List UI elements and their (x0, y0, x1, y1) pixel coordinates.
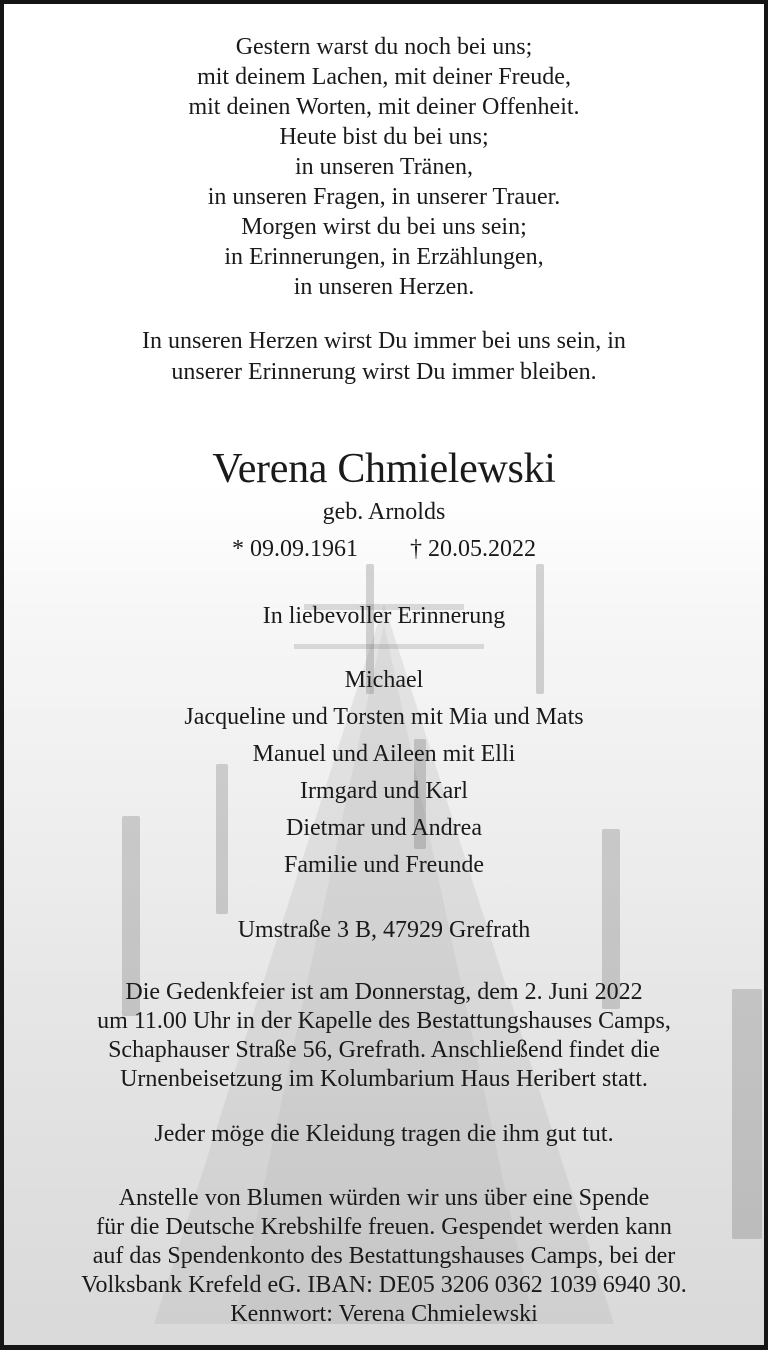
memory-line: In liebevoller Erinnerung (262, 603, 506, 629)
poem-line: Gestern warst du noch bei uns; (235, 34, 533, 60)
donation-line: Anstelle von Blumen würden wir uns über eine Spende (118, 1185, 650, 1211)
memorial-service-info (8, 978, 760, 1094)
mourners-list (8, 662, 760, 884)
poem-line: mit deinem Lachen, mit deiner Freude, (197, 64, 571, 90)
maiden-name: geb. Arnolds (322, 499, 446, 525)
mourner: Jacqueline und Torsten mit Mia und Mats (184, 704, 584, 730)
poem (8, 32, 760, 302)
jetty-rail (294, 644, 484, 649)
family-address: Umstraße 3 B, 47929 Grefrath (237, 917, 531, 943)
mourner: Familie und Freunde (284, 852, 484, 878)
mourner: Dietmar und Andrea (286, 815, 482, 841)
donation-keyword: Kennwort: Verena Chmielewski (230, 1301, 538, 1327)
service-line: um 11.00 Uhr in der Kapelle des Bestattungshauses Camps, (97, 1008, 671, 1034)
poem-line: Heute bist du bei uns; (279, 124, 489, 150)
life-dates (8, 535, 760, 563)
mourner: Manuel und Aileen mit Elli (252, 741, 516, 767)
poem-line: in unseren Herzen. (293, 274, 475, 300)
mourner: Michael (344, 667, 424, 693)
dress-note: Jeder möge die Kleidung tragen die ihm gut tut. (154, 1121, 614, 1147)
poem-line: in Erinnerungen, in Erzählungen, (224, 244, 544, 270)
death-date: † 20.05.2022 (410, 536, 536, 562)
birth-date: * 09.09.1961 (232, 536, 358, 562)
poem-line: Morgen wirst du bei uns sein; (241, 214, 527, 240)
donation-line: auf das Spendenkonto des Bestattungshauses Camps, bei der (92, 1243, 676, 1269)
mourner: Irmgard und Karl (300, 778, 468, 804)
poem-line: mit deinen Worten, mit deiner Offenheit. (188, 94, 580, 120)
service-line: Die Gedenkfeier ist am Donnerstag, dem 2. Juni 2022 (125, 979, 643, 1005)
donation-line: für die Deutsche Krebshilfe freuen. Gespendet werden kann (96, 1214, 672, 1240)
service-line: Schaphauser Straße 56, Grefrath. Anschließend findet die (108, 1037, 660, 1063)
donation-line: Volksbank Krefeld eG. IBAN: DE05 3206 0362 1039 6940 30. (81, 1272, 687, 1298)
tribute-line: unserer Erinnerung wirst Du immer bleiben. (171, 359, 597, 385)
service-line: Urnenbeisetzung im Kolumbarium Haus Heribert statt. (120, 1066, 648, 1092)
tribute (8, 326, 760, 388)
deceased-name: Verena Chmielewski (212, 446, 556, 492)
donation-info (8, 1184, 760, 1329)
poem-line: in unseren Tränen, (295, 154, 473, 180)
poem-line: in unseren Fragen, in unserer Trauer. (207, 184, 561, 210)
tribute-line: In unseren Herzen wirst Du immer bei uns sein, in (142, 328, 626, 354)
